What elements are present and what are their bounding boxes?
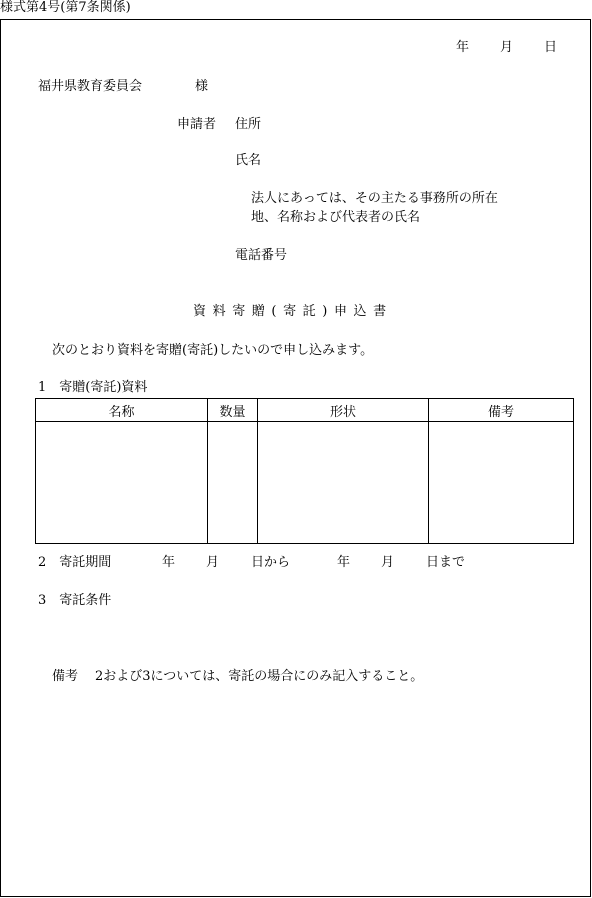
section3-label: 3 寄託条件 <box>38 593 112 608</box>
period-month-from: 月 <box>206 555 220 570</box>
col-remarks-header: 備考 <box>429 399 574 422</box>
date-year: 年 <box>456 40 470 55</box>
section1-heading: 1 寄贈(寄託)資料 <box>38 380 148 395</box>
cell-quantity[interactable] <box>208 422 258 544</box>
address-label: 住所 <box>235 117 262 132</box>
materials-table <box>35 398 574 544</box>
cell-shape[interactable] <box>258 422 429 544</box>
period-month-to: 月 <box>381 555 395 570</box>
cell-remarks[interactable] <box>429 422 574 544</box>
document-title: 資料寄贈(寄託)申込書 <box>193 304 393 319</box>
remarks-label: 備考 <box>52 669 79 684</box>
col-shape-header: 形状 <box>258 399 429 422</box>
name-label: 氏名 <box>235 153 262 168</box>
cell-name[interactable] <box>36 422 208 544</box>
period-day-from: 日から <box>251 555 291 570</box>
table-row <box>36 422 574 544</box>
form-number: 様式第4号(第7条関係) <box>0 0 131 15</box>
table-header-row <box>36 399 574 422</box>
addressee-name: 福井県教育委員会 <box>38 79 143 94</box>
addressee-honorific: 様 <box>195 79 209 94</box>
col-name-header: 名称 <box>36 399 208 422</box>
intro-text: 次のとおり資料を寄贈(寄託)したいので申し込みます。 <box>52 343 374 358</box>
period-year-from: 年 <box>162 555 176 570</box>
period-year-to: 年 <box>337 555 351 570</box>
phone-label: 電話番号 <box>235 248 288 263</box>
col-quantity-header: 数量 <box>208 399 258 422</box>
applicant-label: 申請者 <box>177 117 217 132</box>
corporate-note-line2: 地、名称および代表者の氏名 <box>251 210 421 225</box>
corporate-note-line1: 法人にあっては、その主たる事務所の所在 <box>251 191 498 206</box>
date-month: 月 <box>500 40 514 55</box>
remarks-text: 2および3については、寄託の場合にのみ記入すること。 <box>95 669 424 684</box>
date-day: 日 <box>544 40 558 55</box>
period-day-to: 日まで <box>426 555 466 570</box>
section2-label: 2 寄託期間 <box>38 555 112 570</box>
